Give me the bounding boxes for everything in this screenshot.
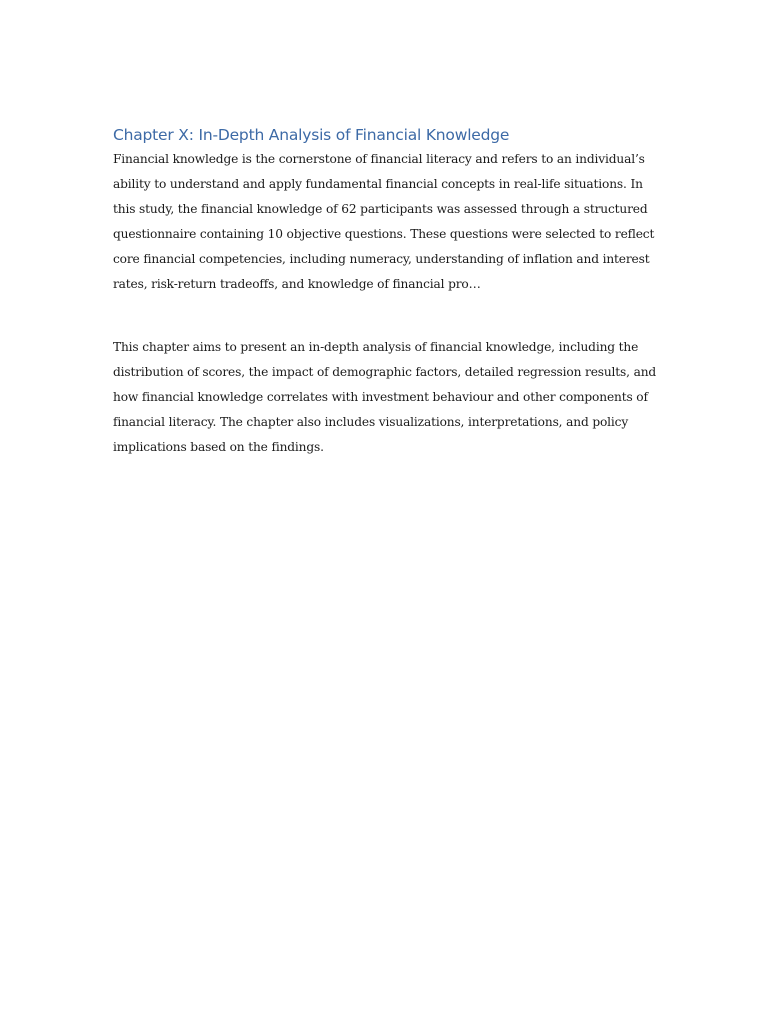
document-body (113, 124, 658, 460)
intro-paragraph: Financial knowledge is the cornerstone of financial literacy and refers to an individual’s ability to understand and apply fundamental financial concepts in real-life situations. In this study, the financial knowledge of 62 participants was assessed through a structured questionnaire containing 10 objective questions. These questions were selected to reflect core financial competencies, including numeracy, understanding of inflation and interest rates, risk-return tradeoffs, and knowledge of financial pro… (113, 152, 655, 292)
chapter-heading: Chapter X: In-Depth Analysis of Financial Knowledge (113, 126, 510, 144)
chapter-aims-paragraph: This chapter aims to present an in-depth analysis of financial knowledge, including the distribution of scores, the impact of demographic factors, detailed regression results, and how financial knowledge correlates with investment behaviour and other components of financial literacy. The chapter also includes visualizations, interpretations, and policy implications based on the findings. (113, 339, 657, 454)
